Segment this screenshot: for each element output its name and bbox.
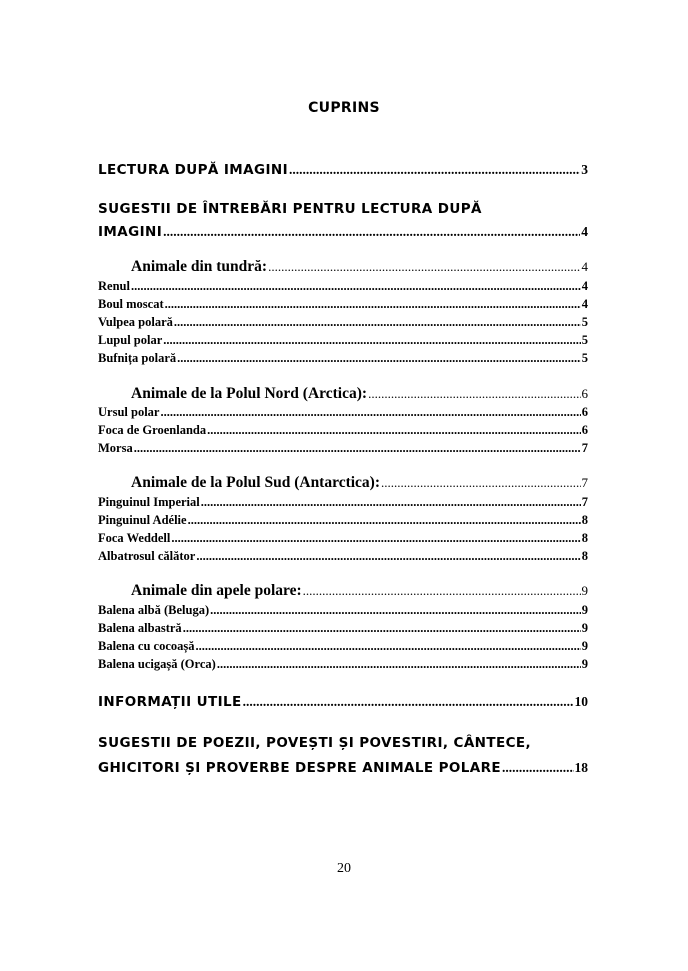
toc-item-label: Foca Weddell [98,531,171,545]
dot-leader [163,333,580,348]
toc-item-page: 5 [581,333,588,347]
toc-item[interactable] [98,351,588,366]
toc-item-page: 9 [581,603,588,617]
toc-item-page: 6 [581,405,588,419]
toc-item-label: Pinguinul Adélie [98,513,187,527]
toc-item[interactable] [98,531,588,546]
toc-item[interactable] [98,297,588,312]
toc-item[interactable] [98,279,588,294]
toc-entry-page: 6 [581,386,588,401]
dot-leader [217,657,581,672]
toc-entry-label: Animale din apele polare: [131,582,302,599]
toc-item-page: 6 [581,423,588,437]
page-number: 20 [337,861,351,876]
toc-item-label: Foca de Groenlanda [98,423,207,437]
toc-entry-sugestii-poezii-line1[interactable]: SUGESTII DE POEZII, POVEȘTI ȘI POVESTIRI, CÂNTECE, [98,735,532,751]
toc-item[interactable] [98,495,588,510]
toc-item-page: 8 [581,549,588,563]
dot-leader [183,621,581,636]
toc-item-label: Balena ucigașă (Orca) [98,657,216,671]
dot-leader [381,475,581,491]
toc-item[interactable] [98,315,588,330]
toc-item[interactable] [98,513,588,528]
dot-leader [502,760,573,776]
toc-item-label: Albatrosul călător [98,549,196,563]
toc-item-page: 4 [581,279,588,293]
dot-leader [207,423,581,438]
toc-item[interactable] [98,639,588,654]
toc-entry-informatii[interactable] [98,694,588,710]
toc-item[interactable] [98,333,588,348]
toc-item-page: 4 [581,297,588,311]
toc-item[interactable] [98,657,588,672]
toc-item-page: 9 [581,657,588,671]
dot-leader [368,386,580,402]
toc-item-label: Ursul polar [98,405,160,419]
dot-leader [171,531,580,546]
toc-entry-page: 9 [581,583,588,598]
toc-item-page: 5 [581,351,588,365]
dot-leader [196,639,581,654]
toc-item-label: Balena albastră [98,621,182,635]
dot-leader [303,583,581,599]
dot-leader [188,513,581,528]
toc-entry-label: Animale de la Polul Sud (Antarctica): [131,474,380,491]
dot-leader [268,259,580,275]
dot-leader [165,297,581,312]
toc-subsection-tundra[interactable] [131,258,588,276]
toc-entry-label: LECTURA DUPĂ IMAGINI [98,162,288,178]
toc-entry-page: 10 [574,694,588,709]
toc-entry-page: 4 [581,224,588,239]
dot-leader [174,315,581,330]
toc-item-page: 5 [581,315,588,329]
toc-entry-page: 3 [581,162,588,177]
toc-item-label: Renul [98,279,130,293]
toc-item-label: Balena cu cocoașă [98,639,195,653]
dot-leader [160,405,580,420]
toc-entry-sugestii-poezii[interactable] [98,760,588,776]
toc-entry-label: GHICITORI ȘI PROVERBE DESPRE ANIMALE POLARE [98,760,502,776]
dot-leader [177,351,581,366]
toc-item[interactable] [98,603,588,618]
toc-item-label: Boul moscat [98,297,164,311]
toc-entry-page: 18 [574,760,588,775]
toc-item[interactable] [98,441,588,456]
toc-item-label: Bufnița polară [98,351,177,365]
dot-leader [201,495,581,510]
toc-item-label: Balena albă (Beluga) [98,603,210,617]
toc-entry-sugestii-intrebari-line1[interactable]: SUGESTII DE ÎNTREBĂRI PENTRU LECTURA DUPĂ [98,201,482,217]
toc-item-label: Lupul polar [98,333,163,347]
toc-entry-sugestii-intrebari[interactable] [98,224,588,240]
toc-title: CUPRINS [308,100,380,116]
toc-entry-label: INFORMAȚII UTILE [98,694,242,710]
toc-item-page: 7 [581,441,588,455]
dot-leader [196,549,580,564]
toc-item-label: Pinguinul Imperial [98,495,200,509]
toc-item[interactable] [98,621,588,636]
dot-leader [131,279,581,294]
toc-entry-label: Animale din tundră: [131,258,268,275]
toc-subsection-arctica[interactable] [131,385,588,403]
toc-entry-label: IMAGINI [98,224,163,240]
toc-item-label: Vulpea polară [98,315,173,329]
toc-item[interactable] [98,423,588,438]
toc-item-page: 9 [581,621,588,635]
toc-entry-page: 4 [581,259,588,274]
toc-item-page: 8 [581,513,588,527]
dot-leader [210,603,581,618]
toc-entry-label: Animale de la Polul Nord (Arctica): [131,385,368,402]
toc-entry-lectura[interactable] [98,162,588,178]
dot-leader [243,694,574,710]
toc-item-page: 7 [581,495,588,509]
toc-subsection-antarctica[interactable] [131,474,588,492]
dot-leader [134,441,581,456]
toc-item-page: 8 [581,531,588,545]
toc-entry-page: 7 [581,475,588,490]
toc-subsection-ape-polare[interactable] [131,582,588,600]
dot-leader [289,162,580,178]
dot-leader [163,224,580,240]
toc-item[interactable] [98,549,588,564]
toc-item-page: 9 [581,639,588,653]
toc-item-label: Morsa [98,441,133,455]
toc-item[interactable] [98,405,588,420]
